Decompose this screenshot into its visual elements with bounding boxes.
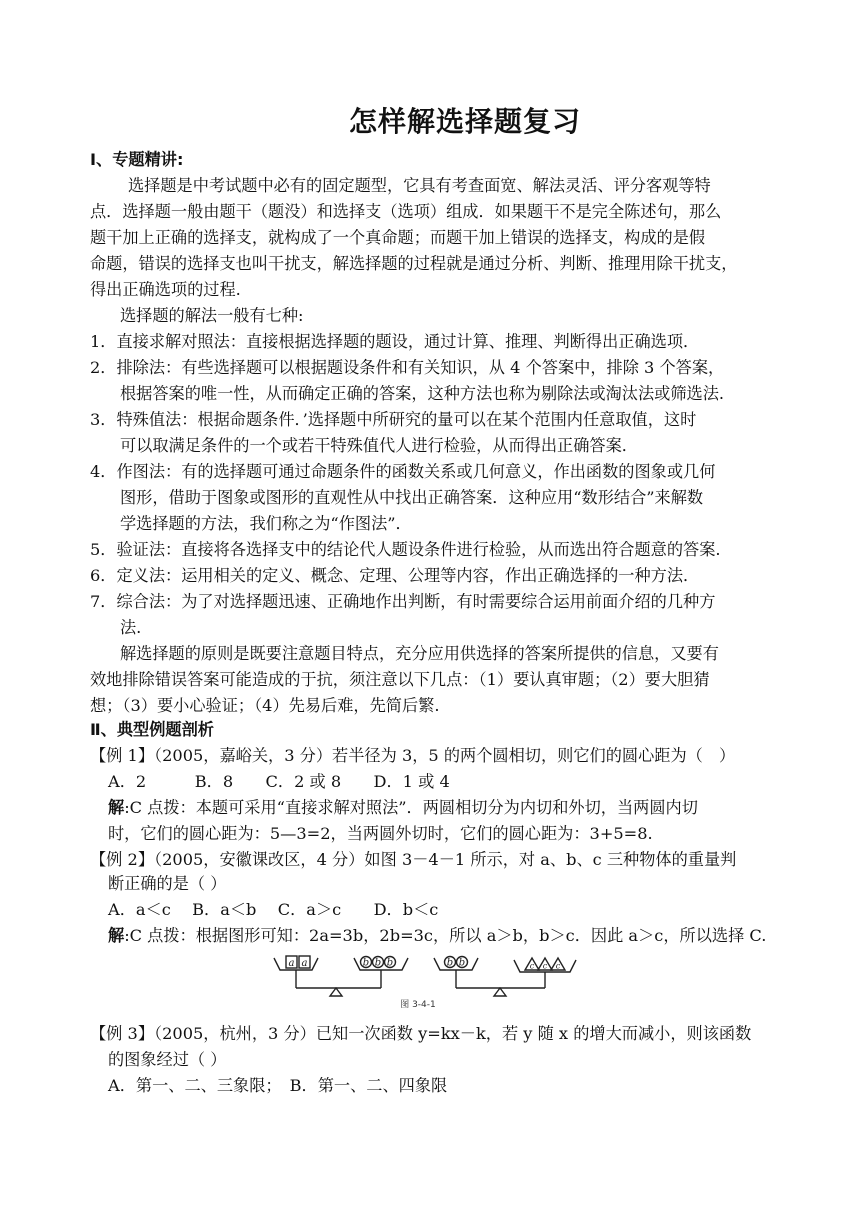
method-item-cont: 法. [120,618,142,637]
weight-label-c: c [542,961,548,971]
weight-label-b: b [446,957,454,969]
example-2-solution [108,926,766,946]
figure-caption: 图 3-4-1 [400,1000,436,1010]
method-item: 1．直接求解对照法：直接根据选择题的题设，通过计算、推理、判断得出正确选项． [90,332,700,351]
intro-line: 命题，错误的选择支也叫干扰支，解选择题的过程就是通过分析、判断、推理用除干扰支， [90,254,738,273]
example-2-stem-cont: 断正确的是（ ） [108,874,227,893]
method-item: 7．综合法：为了对选择题迅速、正确地作出判断，有时需要综合运用前面介绍的几种方 [90,592,716,611]
weight-label-b: b [374,957,382,969]
method-item: 2．排除法：有些选择题可以根据题设条件和有关知识，从 4 个答案中，排除 3 个答案， [90,358,725,377]
weight-label-b: b [386,957,394,969]
methods-intro: 选择题的解法一般有七种: [120,306,304,325]
example-1-solution-cont: 时，它们的圆心距为：5—3=2，当两圆外切时，它们的圆心距为：3+5=8. [108,824,653,843]
solution-text: :C 点拨：根据图形可知：2a=3b，2b=3c，所以 a＞b，b＞c．因此 a＞c，所以选择 C. [124,926,767,945]
intro-line: 选择题是中考试题中必有的固定题型，它具有考查面宽、解法灵活、评分客观等特 [128,176,711,195]
weight-label-b: b [362,957,370,969]
example-1-options: A．2 B．8 C．2 或 8 D．1 或 4 [108,772,450,791]
principle-line: 效地排除错误答案可能造成的于抗，须注意以下几点：（1）要认真审题；（2）要大胆猜 [90,670,710,689]
weight-label-c: c [555,961,561,971]
intro-line: 题干加上正确的选择支，就构成了一个真命题；而题干加上错误的选择支，构成的是假 [90,228,706,247]
intro-line: 得出正确选项的过程. [90,280,241,299]
right-balance [434,957,576,997]
solution-label: 解 [108,926,125,945]
example-1-solution [108,798,698,818]
method-item-cont: 根据答案的唯一性，从而确定正确的答案，这种方法也称为剔除法或淘汰法或筛选法. [120,384,725,403]
example-1-stem: 【例 1】（2005，嘉峪关，3 分）若半径为 3，5 的两个圆相切，则它们的圆心距为（ ） [90,746,736,765]
method-item: 3．特殊值法：根据命题条件．’选择题中所研究的量可以在某个范围内任意取值，这时 [90,410,697,429]
principle-line: 想；（3）要小心验证；（4）先易后难，先简后繁. [90,696,440,715]
weight-label-b: b [458,957,466,969]
example-3-stem-cont: 的图象经过（ ） [108,1050,227,1069]
solution-text: :C 点拨：本题可采用“直接求解对照法”．两圆相切分为内切和外切，当两圆内切 [124,798,698,817]
method-item-cont: 学选择题的方法，我们称之为“作图法”． [120,514,412,533]
example-3-options: A．第一、二、三象限； B．第一、二、四象限 [108,1076,448,1095]
section-heading-2: Ⅱ、典型例题剖析 [90,720,214,739]
section-heading-1: Ⅰ、专题精讲: [90,150,184,169]
left-fulcrum [330,988,342,996]
balance-figure [270,952,600,1012]
method-item: 6．定义法：运用相关的定义、概念、定理、公理等内容，作出正确选择的一种方法． [90,566,700,585]
right-pan-left [434,958,478,970]
weight-label-a: a [301,958,308,969]
weight-label-c: c [529,961,535,971]
right-fulcrum [494,988,506,996]
solution-label: 解 [108,798,125,817]
weight-label-a: a [288,958,295,969]
example-2-options: A．a＜c B．a＜b C．a＞c D．b＜c [108,900,439,919]
example-2-stem: 【例 2】（2005，安徽课改区，4 分）如图 3－4－1 所示，对 a、b、c 三种物体的重量判 [90,850,737,869]
principle-line: 解选择题的原则是既要注意题目特点，充分应用供选择的答案所提供的信息，又要有 [120,644,719,663]
page-title: 怎样解选择题复习 [348,105,581,138]
method-item-cont: 图形，借助于图象或图形的直观性从中找出正确答案．这种应用“数形结合”来解数 [120,488,704,507]
intro-line: 点．选择题一般由题干（题没）和选择支（选项）组成．如果题干不是完全陈述句，那么 [90,202,722,221]
method-item: 4．作图法：有的选择题可通过命题条件的函数关系或几何意义，作出函数的图象或几何 [90,462,716,481]
example-3-stem: 【例 3】（2005，杭州，3 分）已知一次函数 y=kx－k，若 y 随 x 的增大而减小，则该函数 [90,1024,752,1043]
method-item: 5．验证法：直接将各选择支中的结论代人题设条件进行检验，从而选出符合题意的答案. [90,540,721,559]
method-item-cont: 可以取满足条件的一个或若干特殊值代人进行检验，从而得出正确答案． [120,436,638,455]
